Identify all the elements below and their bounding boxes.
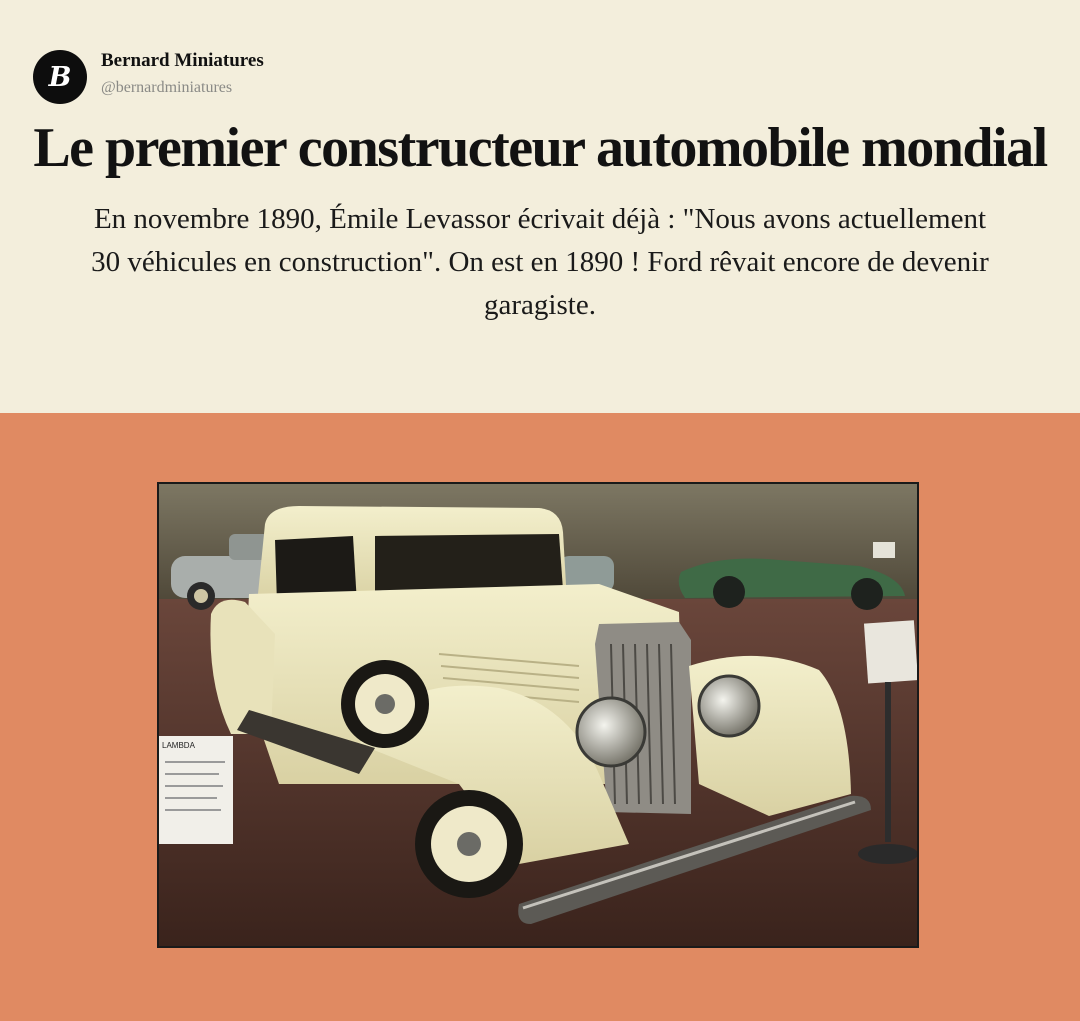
sign-label: LAMBDA: [162, 741, 195, 750]
post-subtitle: En novembre 1890, Émile Levassor écrivait déjà : "Nous avons actuellement 30 véhicules en construction". On est en 1890 ! Ford rêvait encore de devenir garagiste.: [91, 203, 989, 321]
car-photo: [157, 482, 919, 948]
post-title: Le premier constructeur automobile mondial: [33, 117, 1047, 179]
author-avatar[interactable]: [33, 50, 87, 104]
avatar-letter: B: [48, 61, 72, 93]
info-sign-left: [159, 736, 233, 844]
author-handle[interactable]: @bernardminiatures: [101, 79, 233, 96]
vintage-car-image: [159, 484, 917, 946]
header-section: [0, 0, 1080, 413]
author-name[interactable]: Bernard Miniatures: [101, 50, 264, 71]
